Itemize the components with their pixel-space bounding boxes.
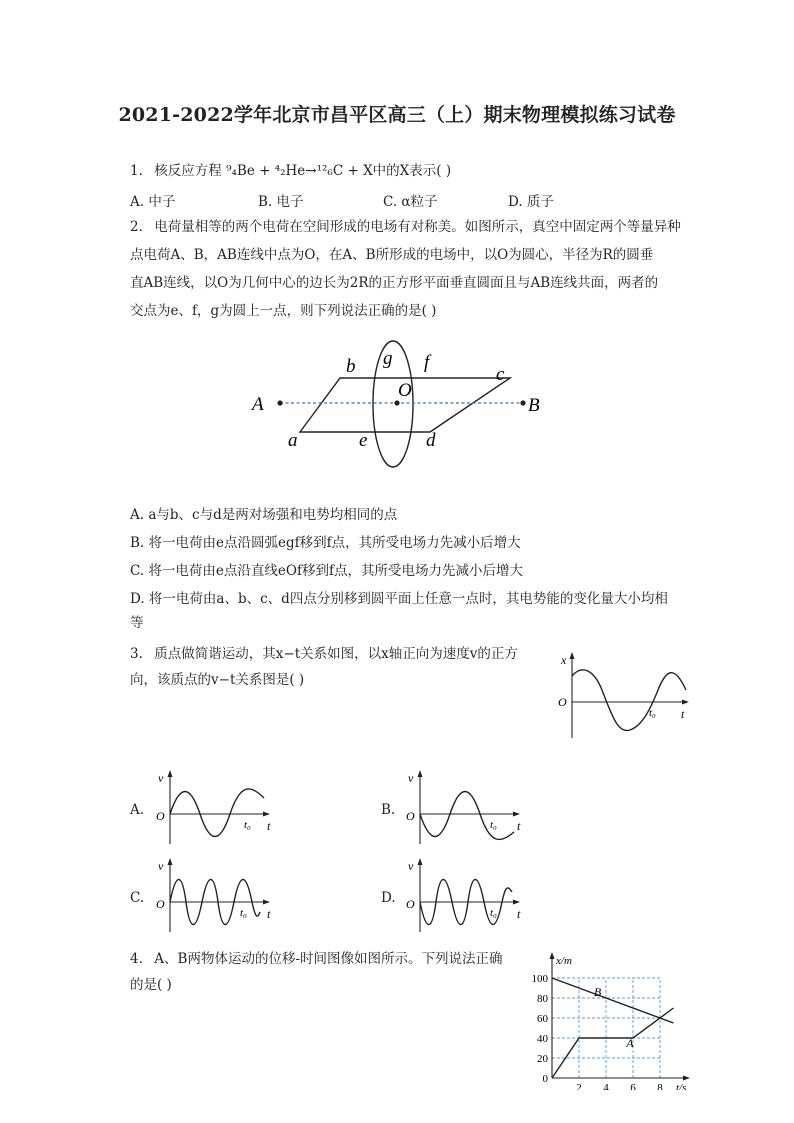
q2-number: 2. [130,219,143,235]
q2-point-o [394,400,399,405]
q2-label-A: A [252,394,264,415]
q3-xt-curve [572,670,686,731]
y-tick-60: 60 [537,1013,548,1025]
q1-option-b[interactable]: B. 电子 [258,194,304,210]
series-B-label: B [593,985,602,999]
q2-option-b[interactable]: B. 将一电荷由e点沿圆弧egf移到f点，其所受电场力先减小后增大 [130,535,521,551]
q1-option-d[interactable]: D. 质子 [508,194,554,210]
q2-point-a [277,400,282,405]
svg-text:v: v [408,859,414,873]
q3-option-b-curve [420,792,514,840]
svg-text:v: v [408,771,414,785]
x-tick-4: 4 [603,1082,609,1090]
q2-text-line-1: 电荷量相等的两个电荷在空间形成的电场有对称美。如图所示，真空中固定两个等量异种 [154,219,681,235]
x-axis-label: t/s [676,1082,687,1090]
svg-text:v: v [158,771,164,785]
svg-text:t: t [267,907,271,921]
y-tick-40: 40 [537,1033,548,1045]
q1-text: 核反应方程 ⁹₄Be + ⁴₂He→¹²₆C + X中的X表示( ) [154,163,452,179]
y-axis-arrow [550,952,555,959]
q3-option-b-letter[interactable]: B. [381,802,396,818]
q2-circle [373,341,413,467]
q2-text-line-3: 直AB连线，以O为几何中心的边长为2R的正方形平面垂直圆面且与AB连线共面，两者的 [130,275,659,291]
x-tick-8: 8 [657,1082,663,1090]
q4-stem-line-1 [130,950,503,968]
q2-text-line-4: 交点为e、f，g为圆上一点，则下列说法正确的是( ) [130,303,437,319]
q2-label-e: e [359,430,368,451]
q3-xt-graph [550,650,700,744]
q3-text-line-2: 向，该质点的v−t关系图是( ) [130,672,305,688]
q2-label-b: b [346,356,356,377]
q3-option-a-letter[interactable]: A. [130,802,145,818]
svg-text:t: t [267,819,271,833]
q3-option-b-graph[interactable] [400,768,530,850]
q3-main-y: x [561,653,567,667]
q4-text-line-1: A、B两物体运动的位移-时间图像如图所示。下列说法正确 [154,951,503,967]
q1-number: 1. [130,163,143,179]
y-tick-0: 0 [542,1073,548,1085]
q3-option-d-letter[interactable]: D. [381,890,396,906]
q3-text-line-1: 质点做简谐运动，其x−t关系如图，以x轴正向为速度v的正方 [154,646,518,662]
svg-text:t₀: t₀ [490,907,497,919]
svg-text:O: O [406,809,415,823]
q2-point-b [520,400,525,405]
y-axis-label: x/m [556,955,572,967]
q3-main-x: t [681,707,685,721]
q3-option-c-letter[interactable]: C. [130,890,145,906]
q2-label-c: c [496,364,505,385]
q2-label-g: g [383,348,393,369]
svg-text:v: v [158,859,164,873]
q4-text-line-2: 的是( ) [130,977,172,993]
y-tick-100: 100 [531,973,548,985]
series-B-line [552,978,674,1023]
q4-number: 4. [130,951,143,967]
q2-label-f: f [424,352,430,373]
q3-stem-line-1 [130,645,518,663]
y-tick-80: 80 [537,993,548,1005]
q2-option-a[interactable]: A. a与b、c与d是两对场强和电势均相同的点 [130,507,398,523]
x-tick-2: 2 [576,1082,582,1090]
q2-stem-line-1 [130,218,681,236]
y-tick-20: 20 [537,1053,548,1065]
q3-option-a-graph[interactable] [150,768,280,850]
svg-text:t₀: t₀ [244,819,251,831]
series-A-label: A [626,1036,634,1050]
q2-option-d-cont: 等 [130,615,144,631]
q4-xt-chart [520,950,700,1090]
q2-label-d: d [426,430,436,451]
q2-option-d[interactable]: D. 将一电荷由a、b、c、d四点分别移到圆平面上任意一点时，其电势能的变化量大小均相 [130,591,668,607]
q2-label-O: O [398,380,412,401]
svg-text:O: O [156,897,165,911]
svg-text:t₀: t₀ [490,819,497,831]
svg-text:t: t [517,907,521,921]
svg-text:t: t [517,819,521,833]
q2-text-line-2: 点电荷A、B，AB连线中点为O，在A、B所形成的电场中，以O为圆心，半径为R的圆垂 [130,247,654,263]
q1-stem [130,162,451,180]
q3-option-d-graph[interactable] [400,856,530,938]
q3-option-c-graph[interactable] [150,856,280,938]
q1-option-c[interactable]: C. α粒子 [383,194,438,210]
q1-option-a[interactable]: A. 中子 [130,194,176,210]
q2-figure [240,330,560,490]
q2-label-B: B [528,395,540,416]
x-axis-arrow [683,1076,690,1081]
q3-main-o: O [558,695,567,709]
svg-text:O: O [156,809,165,823]
q2-option-c[interactable]: C. 将一电荷由e点沿直线eOf移到f点，其所受电场力先减小后增大 [130,563,523,579]
series-A-line [552,1008,674,1078]
svg-text:O: O [406,897,415,911]
q3-main-t0: t₀ [649,707,656,719]
x-tick-6: 6 [630,1082,636,1090]
q3-number: 3. [130,646,143,662]
svg-text:t₀: t₀ [240,907,247,919]
q2-label-a: a [288,430,298,451]
exam-title: 2021-2022学年北京市昌平区高三（上）期末物理模拟练习试卷 [118,104,676,126]
